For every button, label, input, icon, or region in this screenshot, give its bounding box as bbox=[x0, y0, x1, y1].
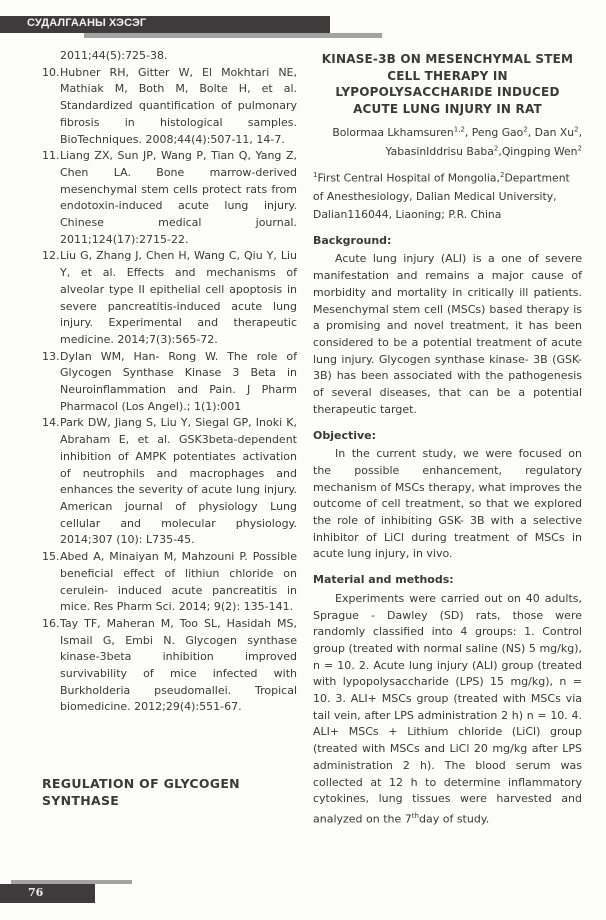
section-header-label: СУДАЛГААНЫ ХЭСЭГ bbox=[27, 17, 147, 29]
reference-text: Hubner RH, Gitter W, El Mokhtari NE, Mathiak M, Both M, Bolte H, et al. Standardized quantification of pulmonary fibrosis in histological samples. BioTechniques. 2008;44(4):507-11, 14-7. bbox=[60, 65, 297, 146]
author-list bbox=[313, 121, 582, 160]
author: Peng Gao$^2$, bbox=[471, 125, 535, 139]
reference-item bbox=[42, 549, 297, 616]
reference-text: Dylan WM, Han- Rong W. The role of Glycogen Synthase Kinase 3 Beta in Neuroinflammation and Pain. J Pharm Pharmacol (Los Angel).; 1(1):001 bbox=[60, 349, 297, 413]
author: YabasinIddrisu Baba$^2$, bbox=[385, 144, 502, 159]
page-number: 76 bbox=[28, 886, 44, 899]
header-stripe bbox=[84, 33, 382, 38]
reference-text: Park DW, Jiang S, Liu Y, Siegal GP, Inoki K, Abraham E, et al. GSK3beta-dependent inhibition of AMPK potentiates activation of neutrophils and macrophages and enhances the severity of acute lung injury. American journal of physiology Lung cellular and molecular physiology. 2014;307 (10): L735-45. bbox=[60, 416, 297, 547]
author: Bolormaa Lkhamsuren$^{1,2}$, bbox=[332, 125, 472, 139]
reference-item bbox=[42, 349, 297, 416]
objective-paragraph: In the current study, we were focused on the possible enhancement, regulatory mechanism of MSCs therapy, what improves the outcome of cell treatment, so that we explored the role of inhibiting GSK- 3B with a selective inhibitor of LiCl during treatment of MSCs in acute lung injury, in vivo. bbox=[313, 447, 582, 561]
reference-item bbox=[42, 65, 297, 149]
left-column bbox=[42, 48, 297, 810]
reference-list bbox=[42, 65, 297, 716]
reference-item bbox=[42, 415, 297, 549]
section-heading-methods: Material and methods: bbox=[313, 573, 454, 587]
reference-number: 11. bbox=[42, 149, 60, 163]
methods-paragraph: Experiments were carried out on 40 adults, Sprague - Dawley (SD) rats, those were randomly classified into 4 groups: 1. Control group (treated with normal saline (NS) 5 mg/kg), n = 10. 2. Acute lung injury (ALI) group (treated with lypopolysaccharide (LPS) 15 mg/kg), n = 10. 3. ALI+ MSCs group (treated with MSCs via tail vein, after LPS administration 2 h) n = 10. 4. ALI+ MSCs + Lithium chloride (LiCl) group (treated with MSCs and LiCl 20 mg/kg after LPS administration 2 h). The blood serum was collected at 12 h to determine inflammatory cytokines, lung tissues were harvested and analyzed on the 7thday of study. bbox=[313, 591, 582, 826]
background-paragraph: Acute lung injury (ALI) is a one of severe manifestation and remains a major cause of morbidity and mortality in critically ill patients. Mesenchymal stem cell (MSCs) based therapy is a promising and novel treatment, it has been considered to be a potential treatment of acute lung injury. Glycogen synthase kinase- 3B (GSK-3B) has been associated with the pathogenesis of several diseases, that can be a potential therapeutic target. bbox=[313, 252, 582, 416]
section-heading-objective: Objective: bbox=[313, 428, 377, 442]
right-column bbox=[313, 48, 582, 828]
author: Qingping Wen$^2$ bbox=[501, 144, 582, 159]
page-number-box bbox=[0, 884, 95, 903]
reference-number: 10. bbox=[42, 65, 60, 79]
article-title: KINASE-3B ON MESENCHYMAL STEM CELL THERAPY IN LYPOPOLYSACCHARIDE INDUCED ACUTE LUNG INJURY IN RAT bbox=[321, 52, 574, 116]
reference-number: 12. bbox=[42, 249, 60, 263]
affiliations: $^1$First Central Hospital of Mongolia,$^2$Department of Anesthesiology, Dalian Medical University, Dalian116044, Liaoning; P.R. China bbox=[313, 171, 570, 221]
section-heading-background: Background: bbox=[313, 233, 392, 247]
author: Dan Xu$^2$, bbox=[534, 125, 582, 139]
affiliation: First Central Hospital of Mongolia, bbox=[317, 171, 500, 185]
affiliation: Department of Anesthesiology, Dalian Medical University, Dalian116044, Liaoning; P.R. China bbox=[313, 171, 570, 221]
reference-text: Abed A, Minaiyan M, Mahzouni P. Possible beneficial effect of lithiun chloride on cerulein- induced acute pancreatitis in mice. Res Pharm Sci. 2014; 9(2): 135-141. bbox=[60, 550, 297, 614]
next-article-title: REGULATION OF GLYCOGEN SYNTHASE bbox=[42, 776, 240, 808]
reference-number: 14. bbox=[42, 416, 60, 430]
reference-number: 16. bbox=[42, 616, 60, 630]
reference-number: 13. bbox=[42, 349, 60, 363]
reference-text: Liang ZX, Sun JP, Wang P, Tian Q, Yang Z, Chen LA. Bone marrow-derived mesenchymal stem cells protect rats from endotoxin-induced acute lung injury. Chinese medical journal. 2011;124(17):2715-22. bbox=[60, 149, 297, 246]
reference-item bbox=[42, 148, 297, 248]
reference-continuation: 2011;44(5):725-38. bbox=[60, 49, 168, 62]
reference-number: 15. bbox=[42, 550, 60, 564]
reference-item bbox=[42, 248, 297, 348]
reference-text: Liu G, Zhang J, Chen H, Wang C, Qiu Y, Liu Y, et al. Effects and mechanisms of alveolar type II epithelial cell apoptosis in severe pancreatitis-induced acute lung injury. Experimental and therapeutic medicine. 2014;7(3):565-72. bbox=[60, 249, 297, 346]
reference-text: Tay TF, Maheran M, Too SL, Hasidah MS, Ismail G, Embi N. Glycogen synthase kinase-3beta inhibition improved survivability of mice infected with Burkholderia pseudomallei. Tropical biomedicine. 2012;29(4):551-67. bbox=[60, 616, 297, 714]
reference-item bbox=[42, 616, 297, 716]
